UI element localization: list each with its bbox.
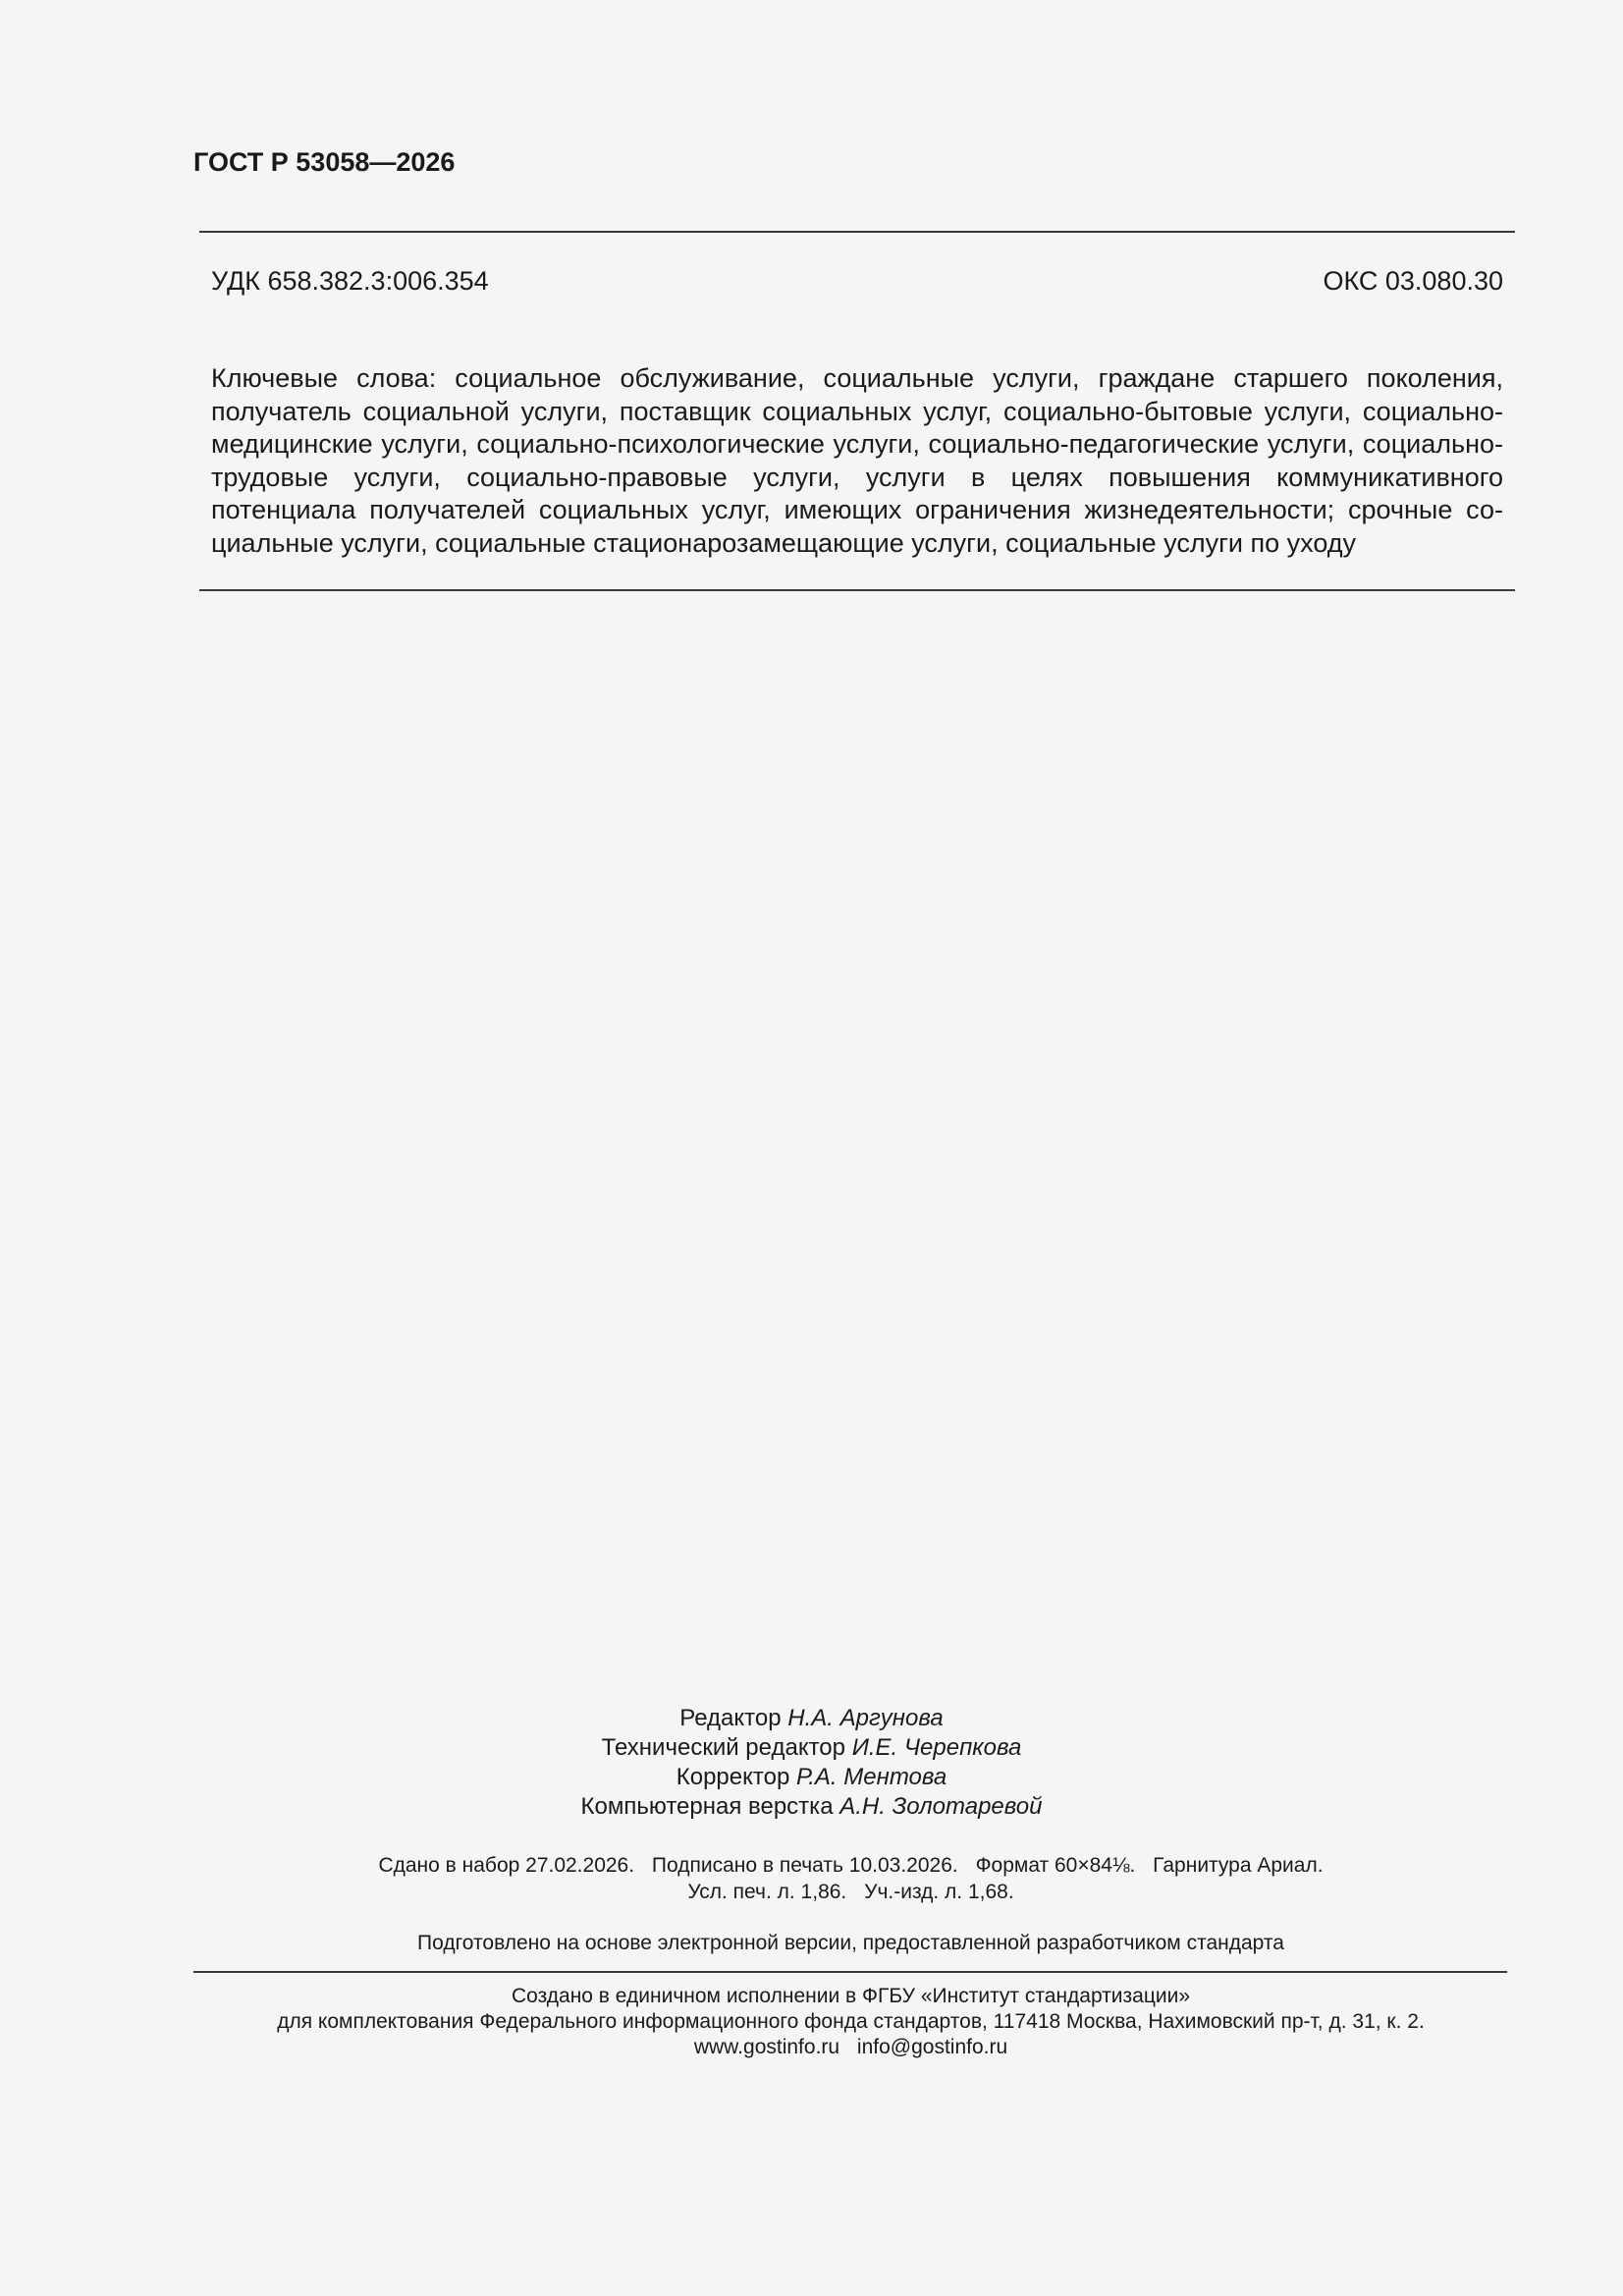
print-typeface: Гарнитура Ариал. [1153,1854,1324,1877]
credit-tech-editor-name: И.Е. Черепкова [851,1734,1022,1761]
print-info-line2 [0,1879,1623,1905]
prepared-note: Подготовлено на основе электронной версии, предоставленной разработчиком стандарта [417,1932,1284,1954]
credit-corrector-label: Корректор [676,1764,790,1790]
oks-code: ОКС 03.080.30 [1323,266,1503,296]
credit-tech-editor-label: Технический редактор [601,1734,846,1761]
udk-code: УДК 658.382.3:006.354 [211,266,489,296]
credit-layout [0,1792,1623,1822]
footer-divider [193,1971,1507,1973]
email-link[interactable]: info@gostinfo.ru [856,2036,1008,2058]
credit-corrector [0,1763,1623,1792]
print-signed: Подписано в печать 10.03.2026. [651,1854,958,1877]
print-info-block [0,1852,1623,1905]
credit-layout-name: А.Н. Золотаревой [839,1793,1043,1820]
credit-editor-label: Редактор [679,1705,782,1731]
keywords-paragraph: Ключевые слова: социальное обслуживание, социальные услуги, граждане старшего поколения, получатель социальной услуги, поставщик социальных услуг, социально-бытовые услуги, социально-медицинские услуги, социально-психологические услуги, социально-педагогические услуги, социально-трудовые услуги, социально-правовые услуги, услуги в целях повышения коммуникативного потенциала получателей социальных услуг, имеющих ограничения жизнедеятельности; срочные социальные услуги, социальные стационарозамещающие услуги, социальные услуги по уходу [211,363,1503,558]
document-header-standard-number: ГОСТ Р 53058—2026 [193,147,456,177]
website-link[interactable]: www.gostinfo.ru [693,2036,840,2058]
created-line2: для комплектования Федерального информационного фонда стандартов, 117418 Москва, Нахимовский пр-т, д. 31, к. 2. [277,2010,1425,2033]
print-sheets: Усл. печ. л. 1,86. [687,1881,847,1903]
credit-tech-editor [0,1733,1623,1763]
created-block [0,1984,1623,2060]
credit-editor [0,1704,1623,1733]
credit-layout-label: Компьютерная верстка [580,1793,834,1820]
credit-corrector-name: Р.А. Ментова [795,1764,947,1790]
print-submitted: Сдано в набор 27.02.2026. [378,1854,635,1877]
top-divider [199,231,1515,233]
credit-editor-name: Н.А. Аргунова [787,1705,944,1731]
print-format: Формат 60×84⅛. [975,1854,1136,1877]
keywords-divider [199,589,1515,591]
publisher-sheets: Уч.-изд. л. 1,68. [864,1881,1014,1903]
print-info-line1 [0,1852,1623,1879]
contacts-line [0,2035,1623,2060]
created-line1: Создано в единичном исполнении в ФГБУ «Институт стандартизации» [511,1985,1191,2007]
credits-block [0,1704,1623,1822]
